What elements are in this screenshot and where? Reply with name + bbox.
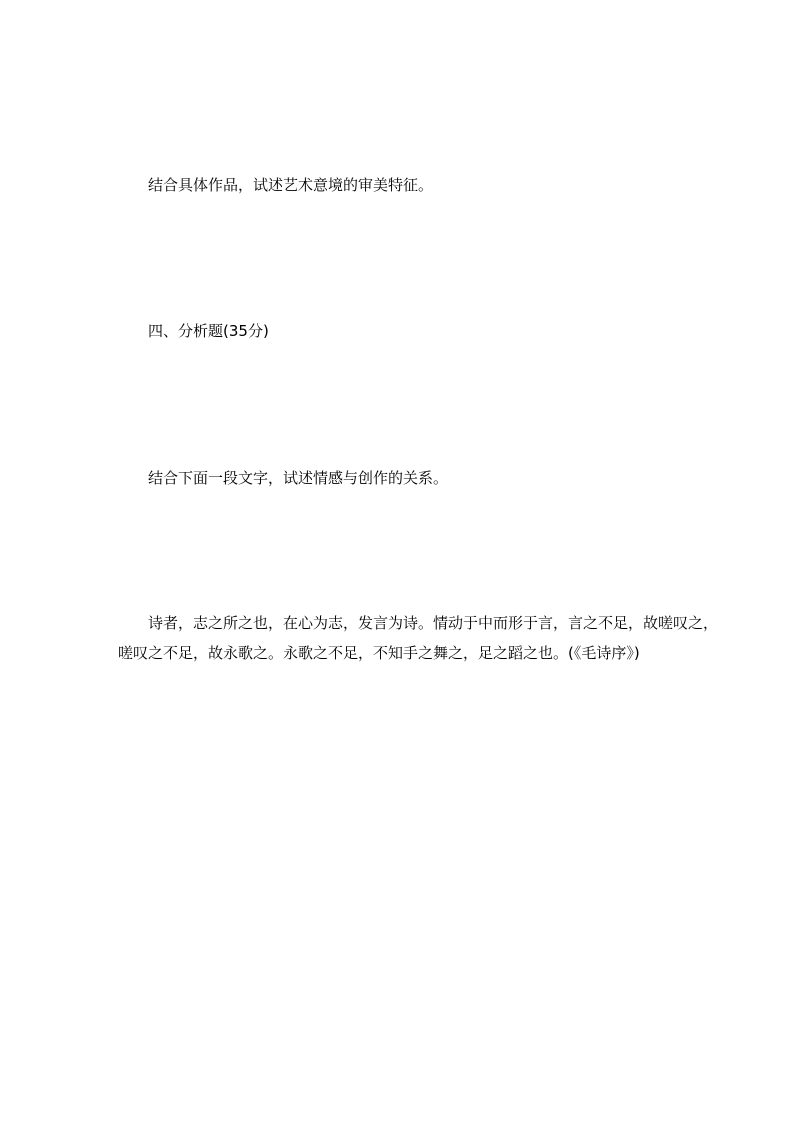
essay-question: 结合具体作品，试述艺术意境的审美特征。 bbox=[148, 176, 434, 194]
quoted-passage bbox=[118, 608, 719, 668]
quote-line-2: 嗟叹之不足，故永歌之。永歌之不足，不知手之舞之，足之蹈之也。(《毛诗序》) bbox=[118, 644, 640, 662]
section-heading: 四、分析题(35分) bbox=[148, 322, 269, 340]
analysis-question: 结合下面一段文字，试述情感与创作的关系。 bbox=[148, 469, 449, 487]
quote-line-1: 诗者，志之所之也，在心为志，发言为诗。情动于中而形于言，言之不足，故嗟叹之， bbox=[148, 614, 719, 632]
